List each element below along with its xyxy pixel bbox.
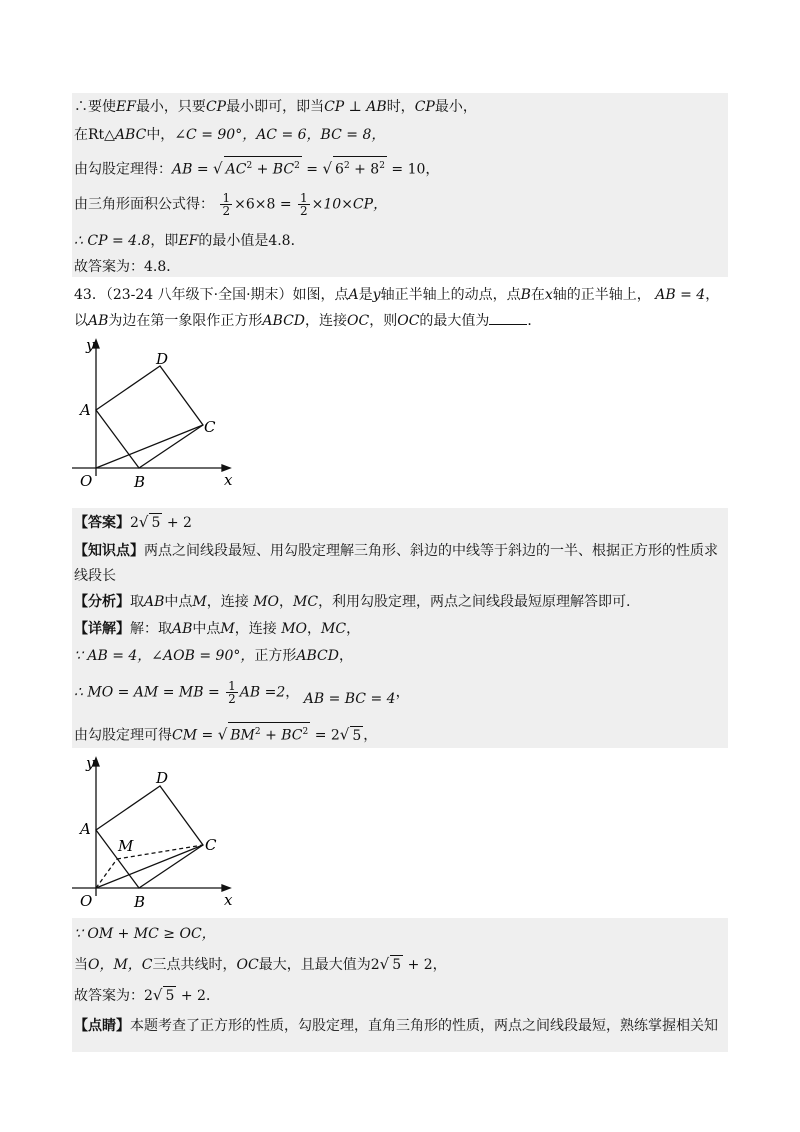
question-43-line-1: 43．（23-24 八年级下·全国·期末）如图，点A是y轴正半轴上的动点，点B在x轴的正半轴上， AB = 4， [74, 287, 720, 303]
analysis-line: 【分析】取AB中点M，连接 MO，MC，利用勾股定理，两点之间线段最短原理解答即可. [74, 594, 631, 610]
fig2-label-D: D [156, 769, 169, 787]
prev-line-3: 由勾股定理得：AB = √ $AC^2 + BC^2$ = √ $6^2 + 8^2 = 10$， [74, 156, 439, 179]
figure-square-with-midpoint [72, 752, 238, 914]
fig1-label-y: y [86, 336, 95, 354]
step-5: 当O，M，C三点共线时，OC最大，且最大值为2√ 5 + 2， [74, 955, 447, 973]
prev-line-2: 在Rt△ABC中，∠C = 90°，AC = 6，BC = 8， [74, 127, 386, 143]
knowledge-line-2: 线段长 [74, 568, 116, 584]
step-4: ∵ OM + MC ≥ OC， [74, 926, 216, 942]
fig2-label-A: A [80, 820, 91, 838]
fig1-label-A: A [80, 401, 91, 419]
fig2-label-y: y [86, 754, 95, 772]
comment-line: 【点睛】本题考查了正方形的性质，勾股定理，直角三角形的性质，两点之间线段最短，熟练掌握相关知 [74, 1018, 718, 1034]
fig2-label-x: x [224, 891, 233, 909]
step-6: 故答案为：2√ 5 + 2． [74, 986, 220, 1004]
fig1-label-C: C [204, 418, 216, 436]
step-1: ∵ AB = 4，∠AOB = 90°，正方形ABCD， [74, 648, 353, 664]
fig2-label-O: O [80, 892, 93, 910]
step-3: 由勾股定理可得CM = √ $BM^2 + BC^2 = 2√$ 5 ， [74, 722, 377, 745]
fig2-label-C: C [205, 836, 217, 854]
question-43-line-2: 以AB为边在第一象限作正方形ABCD，连接OC，则OC的最大值为 ． [74, 313, 542, 329]
prev-line-6: 故答案为：4.8． [74, 259, 181, 275]
step-2: ∴ MO = AM = MB = $\frac{1}{2}$ AB =2， AB = BC = 4， [74, 679, 410, 707]
answer-blank [489, 312, 527, 325]
fig2-label-M: M [118, 837, 134, 855]
fig1-label-B: B [134, 473, 146, 491]
figure-square-on-axes [72, 336, 242, 494]
fig1-label-O: O [80, 472, 93, 490]
prev-line-1: ∴要使EF最小，只要CP最小即可，即当CP ⊥ AB时，CP最小， [74, 99, 477, 115]
prev-line-5: ∴ CP = 4.8，即EF的最小值是4.8． [74, 233, 305, 249]
detail-line: 【详解】解：取AB中点M，连接 MO，MC， [74, 621, 361, 637]
prev-line-4: 由三角形面积公式得： $\frac{1}{2}$ ×6×8 = $\frac{1}{2}$ ×10×CP， [74, 191, 388, 218]
fig1-label-x: x [224, 471, 233, 489]
fig2-label-B: B [134, 893, 146, 911]
fig1-label-D: D [156, 350, 169, 368]
knowledge-line-1: 【知识点】两点之间线段最短、用勾股定理解三角形、斜边的中线等于斜边的一半、根据正方形的性质求 [74, 543, 718, 559]
answer-line: 【答案】2√ 5 + 2 [74, 513, 192, 531]
